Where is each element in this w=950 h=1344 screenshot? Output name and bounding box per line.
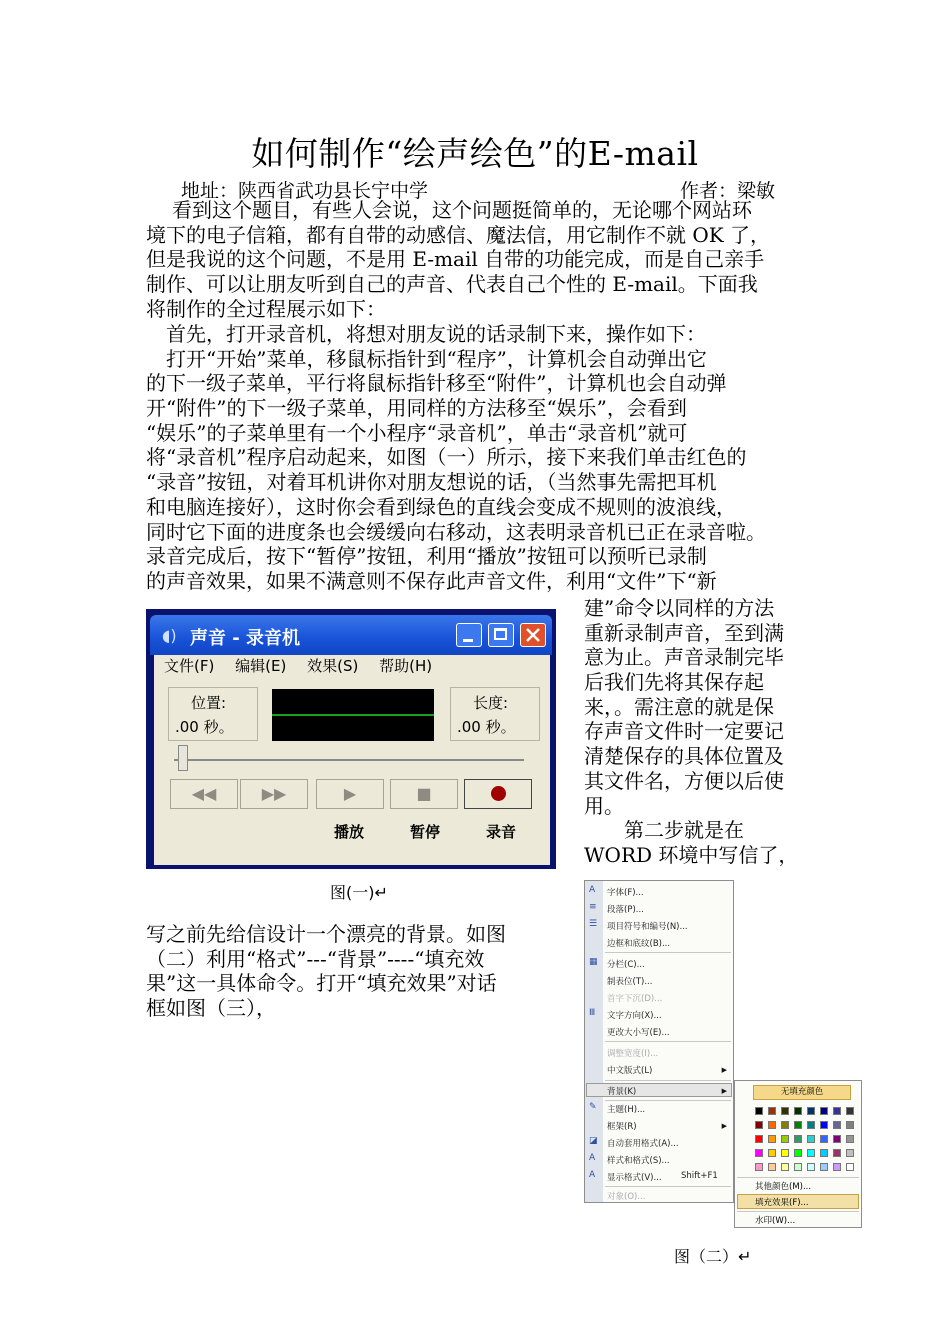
color-swatch[interactable]	[833, 1121, 841, 1129]
menu-separator	[605, 952, 731, 953]
color-swatch[interactable]	[807, 1107, 815, 1115]
color-swatch[interactable]	[833, 1135, 841, 1143]
color-swatch[interactable]	[820, 1107, 828, 1115]
menu-item-fit-width: 调整宽度(I)...	[607, 1049, 659, 1059]
menu-item-autoformat[interactable]: 自动套用格式(A)...	[607, 1139, 679, 1149]
menu-item-styles[interactable]: 样式和格式(S)...	[607, 1156, 670, 1166]
paragraph-background	[146, 922, 506, 1021]
figure-2-caption: 图（二）↵	[674, 1247, 752, 1266]
bullets-icon: ☰	[589, 919, 598, 929]
menu-item-reveal-format[interactable]: 显示格式(V)...	[607, 1173, 662, 1183]
text-line: 看到这个题目，有些人会说，这个问题挺简单的，无论哪个网站环	[172, 198, 752, 222]
font-icon: A	[589, 885, 596, 895]
text-line: 写之前先给信设计一个漂亮的背景。如图	[146, 922, 506, 946]
menu-item-tabs[interactable]: 制表位(T)...	[607, 977, 653, 987]
stop-button[interactable]: ■	[390, 779, 458, 809]
text-line: 清楚保存的具体位置及	[584, 744, 784, 769]
text-line: 用。	[584, 793, 624, 818]
address-line: 地址：陕西省武功县长宁中学	[181, 180, 429, 202]
menu-separator	[737, 1177, 859, 1178]
columns-icon: ▦	[589, 957, 598, 967]
position-label: 位置:	[191, 694, 227, 712]
position-value: .00 秒。	[175, 718, 234, 736]
length-display	[450, 687, 540, 741]
color-swatch[interactable]	[807, 1163, 815, 1171]
styles-icon: A	[589, 1153, 596, 1163]
menu-item-theme[interactable]: 主题(H)...	[607, 1105, 646, 1115]
waveform-display	[272, 689, 434, 741]
menu-help[interactable]: 帮助(H)	[379, 657, 433, 675]
color-swatch[interactable]	[781, 1121, 789, 1129]
color-swatch[interactable]	[846, 1121, 854, 1129]
paragraph-intro	[146, 198, 770, 321]
menu-item-asian-layout[interactable]: 中文版式(L)	[607, 1066, 653, 1076]
minimize-button[interactable]	[456, 623, 482, 647]
color-swatch[interactable]	[794, 1149, 802, 1157]
text-line: 的下一级子菜单，平行将鼠标指针移至“附件”，计算机也会自动弹	[146, 371, 727, 396]
play-button[interactable]: ▶	[316, 779, 384, 809]
text-line: 后我们先将其保存起	[584, 670, 764, 695]
menu-separator	[605, 1186, 731, 1187]
minimize-icon	[463, 639, 473, 642]
text-line: 框如图（三），	[146, 996, 276, 1021]
text-line: 打开“开始”菜单，移鼠标指针到“程序”，计算机会自动弹出它	[166, 346, 707, 371]
record-button[interactable]	[464, 779, 532, 809]
play-label: 播放	[334, 823, 365, 841]
fill-effects-item[interactable]: 填充效果(F)...	[755, 1198, 809, 1208]
text-line: 意为止。声音录制完毕	[584, 645, 784, 670]
color-swatch[interactable]	[794, 1107, 802, 1115]
speaker-icon: ◖)	[162, 626, 177, 645]
text-direction-icon: Ⅲ	[589, 1008, 596, 1018]
text-line: 第二步就是在	[584, 818, 744, 843]
text-line: 开“附件”的下一级子菜单，用同样的方法移至“娱乐”，会看到	[146, 396, 687, 421]
forward-button[interactable]: ▶▶	[240, 779, 308, 809]
menu-item-frames[interactable]: 框架(R)	[607, 1122, 637, 1132]
menu-file[interactable]: 文件(F)	[164, 657, 215, 675]
waveform-line	[272, 714, 434, 716]
text-line: 其文件名，方便以后使	[584, 768, 784, 793]
autoformat-icon: ◪	[589, 1136, 598, 1146]
text-line: 来，。需注意的就是保	[584, 694, 774, 719]
shortcut-text: Shift+F1	[681, 1171, 718, 1181]
color-swatch[interactable]	[833, 1149, 841, 1157]
color-swatch[interactable]	[755, 1163, 763, 1171]
reveal-format-icon: A	[589, 1170, 596, 1180]
pause-label: 暂停	[410, 823, 441, 841]
color-swatch[interactable]	[755, 1121, 763, 1129]
color-swatch[interactable]	[846, 1163, 854, 1171]
color-swatch[interactable]	[755, 1107, 763, 1115]
paragraph-right-column	[584, 596, 798, 868]
figure-1-caption: 图(一)↵	[330, 883, 388, 902]
menu-item-object: 对象(O)...	[607, 1192, 646, 1202]
color-swatch[interactable]	[768, 1121, 776, 1129]
color-swatch[interactable]	[781, 1135, 789, 1143]
color-swatch[interactable]	[807, 1149, 815, 1157]
menu-item-borders[interactable]: 边框和底纹(B)...	[607, 939, 671, 949]
menu-item-bullets[interactable]: 项目符号和编号(N)...	[607, 922, 688, 932]
maximize-icon	[494, 628, 507, 640]
sound-recorder-screenshot	[146, 609, 556, 869]
submenu-arrow-icon: ▶	[721, 1122, 727, 1130]
menu-item-font[interactable]: 字体(F)...	[607, 888, 644, 898]
theme-icon: ✎	[589, 1102, 597, 1112]
color-swatch[interactable]	[768, 1135, 776, 1143]
menu-item-background[interactable]: 背景(K)	[607, 1087, 637, 1097]
recorder-body	[154, 655, 550, 865]
menu-separator	[605, 1080, 731, 1081]
maximize-button[interactable]	[488, 623, 514, 647]
text-line: WORD 环境中写信了，	[584, 842, 799, 867]
text-line: 存声音文件时一定要记	[584, 719, 784, 744]
no-fill-color-button[interactable]: 无填充颜色	[753, 1085, 851, 1100]
color-swatch[interactable]	[807, 1135, 815, 1143]
close-icon	[521, 624, 545, 646]
paragraph-icon: ≡	[589, 902, 597, 912]
color-swatch[interactable]	[768, 1149, 776, 1157]
text-line: 境下的电子信箱，都有自带的动感信、魔法信，用它制作不就 OK 了，	[146, 222, 771, 247]
menu-item-columns[interactable]: 分栏(C)...	[607, 960, 645, 970]
color-swatch[interactable]	[807, 1121, 815, 1129]
color-swatch[interactable]	[833, 1163, 841, 1171]
progress-slider[interactable]	[178, 745, 188, 771]
color-swatch[interactable]	[846, 1149, 854, 1157]
text-line: 果”这一具体命令。打开“填充效果”对话	[146, 971, 497, 996]
menu-separator	[737, 1211, 859, 1212]
color-swatch[interactable]	[794, 1163, 802, 1171]
color-swatch[interactable]	[820, 1135, 828, 1143]
color-swatch[interactable]	[794, 1121, 802, 1129]
text-line: 同时它下面的进度条也会缓缓向右移动，这表明录音机已正在录音啦。	[146, 519, 766, 544]
text-line: 但是我说的这个问题，不是用 E-mail 自带的功能完成，而是自己亲手	[146, 247, 765, 272]
color-swatch[interactable]	[755, 1149, 763, 1157]
position-display	[168, 687, 258, 741]
color-swatch[interactable]	[820, 1121, 828, 1129]
text-line: 录音完成后，按下“暂停”按钮，利用“播放”按钮可以预听已录制	[146, 544, 707, 569]
color-swatch[interactable]	[768, 1163, 776, 1171]
close-button[interactable]	[520, 623, 546, 647]
author-line: 作者：梁敏	[680, 180, 776, 202]
text-line: 重新录制声音，至到满	[584, 620, 784, 645]
text-line: 首先，打开录音机，将想对朋友说的话录制下来，操作如下：	[166, 322, 706, 346]
background-submenu	[734, 1080, 862, 1228]
more-colors-item[interactable]: 其他颜色(M)...	[755, 1182, 812, 1192]
text-line: 制作、可以让朋友听到自己的声音、代表自己个性的 E-mail。下面我	[146, 272, 758, 297]
menu-item-change-case[interactable]: 更改大小写(E)...	[607, 1028, 670, 1038]
text-line: “录音”按钮，对着耳机讲你对朋友想说的话，（当然事先需把耳机	[146, 470, 717, 495]
submenu-arrow-icon: ▶	[721, 1087, 727, 1095]
format-menu	[584, 880, 734, 1203]
record-icon	[491, 786, 506, 801]
color-swatch[interactable]	[820, 1149, 828, 1157]
menu-item-paragraph[interactable]: 段落(P)...	[607, 905, 644, 915]
menu-effects[interactable]: 效果(S)	[307, 657, 359, 675]
text-line: 的声音效果，如果不满意则不保存此声音文件，利用“文件”下“新	[146, 568, 717, 593]
color-swatch[interactable]	[755, 1135, 763, 1143]
submenu-arrow-icon: ▶	[721, 1066, 727, 1074]
text-line: “娱乐”的子菜单里有一个小程序“录音机”，单击“录音机”就可	[146, 420, 688, 445]
color-swatch[interactable]	[768, 1107, 776, 1115]
paragraph-steps	[146, 322, 766, 594]
color-swatch[interactable]	[833, 1107, 841, 1115]
color-swatch[interactable]	[794, 1135, 802, 1143]
menu-separator	[605, 1100, 731, 1101]
menu-separator	[605, 1041, 731, 1042]
color-swatch[interactable]	[846, 1135, 854, 1143]
menu-item-dropcap: 首字下沉(D)...	[607, 994, 663, 1004]
color-swatch[interactable]	[781, 1163, 789, 1171]
rewind-button[interactable]: ◀◀	[170, 779, 238, 809]
menu-item-text-direction[interactable]: 文字方向(X)...	[607, 1011, 662, 1021]
text-line: 建”命令以同样的方法	[584, 596, 775, 620]
recorder-title: 声音 - 录音机	[190, 628, 301, 649]
menu-edit[interactable]: 编辑(E)	[235, 657, 287, 675]
text-line: 和电脑连接好），这时你会看到绿色的直线会变成不规则的波浪线，	[146, 494, 736, 519]
text-line: 将制作的全过程展示如下：	[146, 296, 386, 321]
length-label: 长度:	[473, 694, 509, 712]
record-label: 录音	[486, 823, 517, 841]
text-line: （二）利用“格式”---“背景”----“填充效	[146, 946, 485, 971]
document-title: 如何制作“绘声绘色”的E-mail	[251, 134, 699, 173]
progress-track	[174, 759, 524, 761]
length-value: .00 秒。	[457, 718, 516, 736]
recorder-titlebar	[150, 615, 552, 655]
color-swatch[interactable]	[820, 1163, 828, 1171]
color-swatch[interactable]	[781, 1149, 789, 1157]
color-swatch[interactable]	[846, 1107, 854, 1115]
recorder-menubar	[164, 655, 448, 681]
color-swatch[interactable]	[781, 1107, 789, 1115]
text-line: 将“录音机”程序启动起来，如图（一）所示，接下来我们单击红色的	[146, 445, 747, 470]
watermark-item[interactable]: 水印(W)...	[755, 1216, 796, 1226]
